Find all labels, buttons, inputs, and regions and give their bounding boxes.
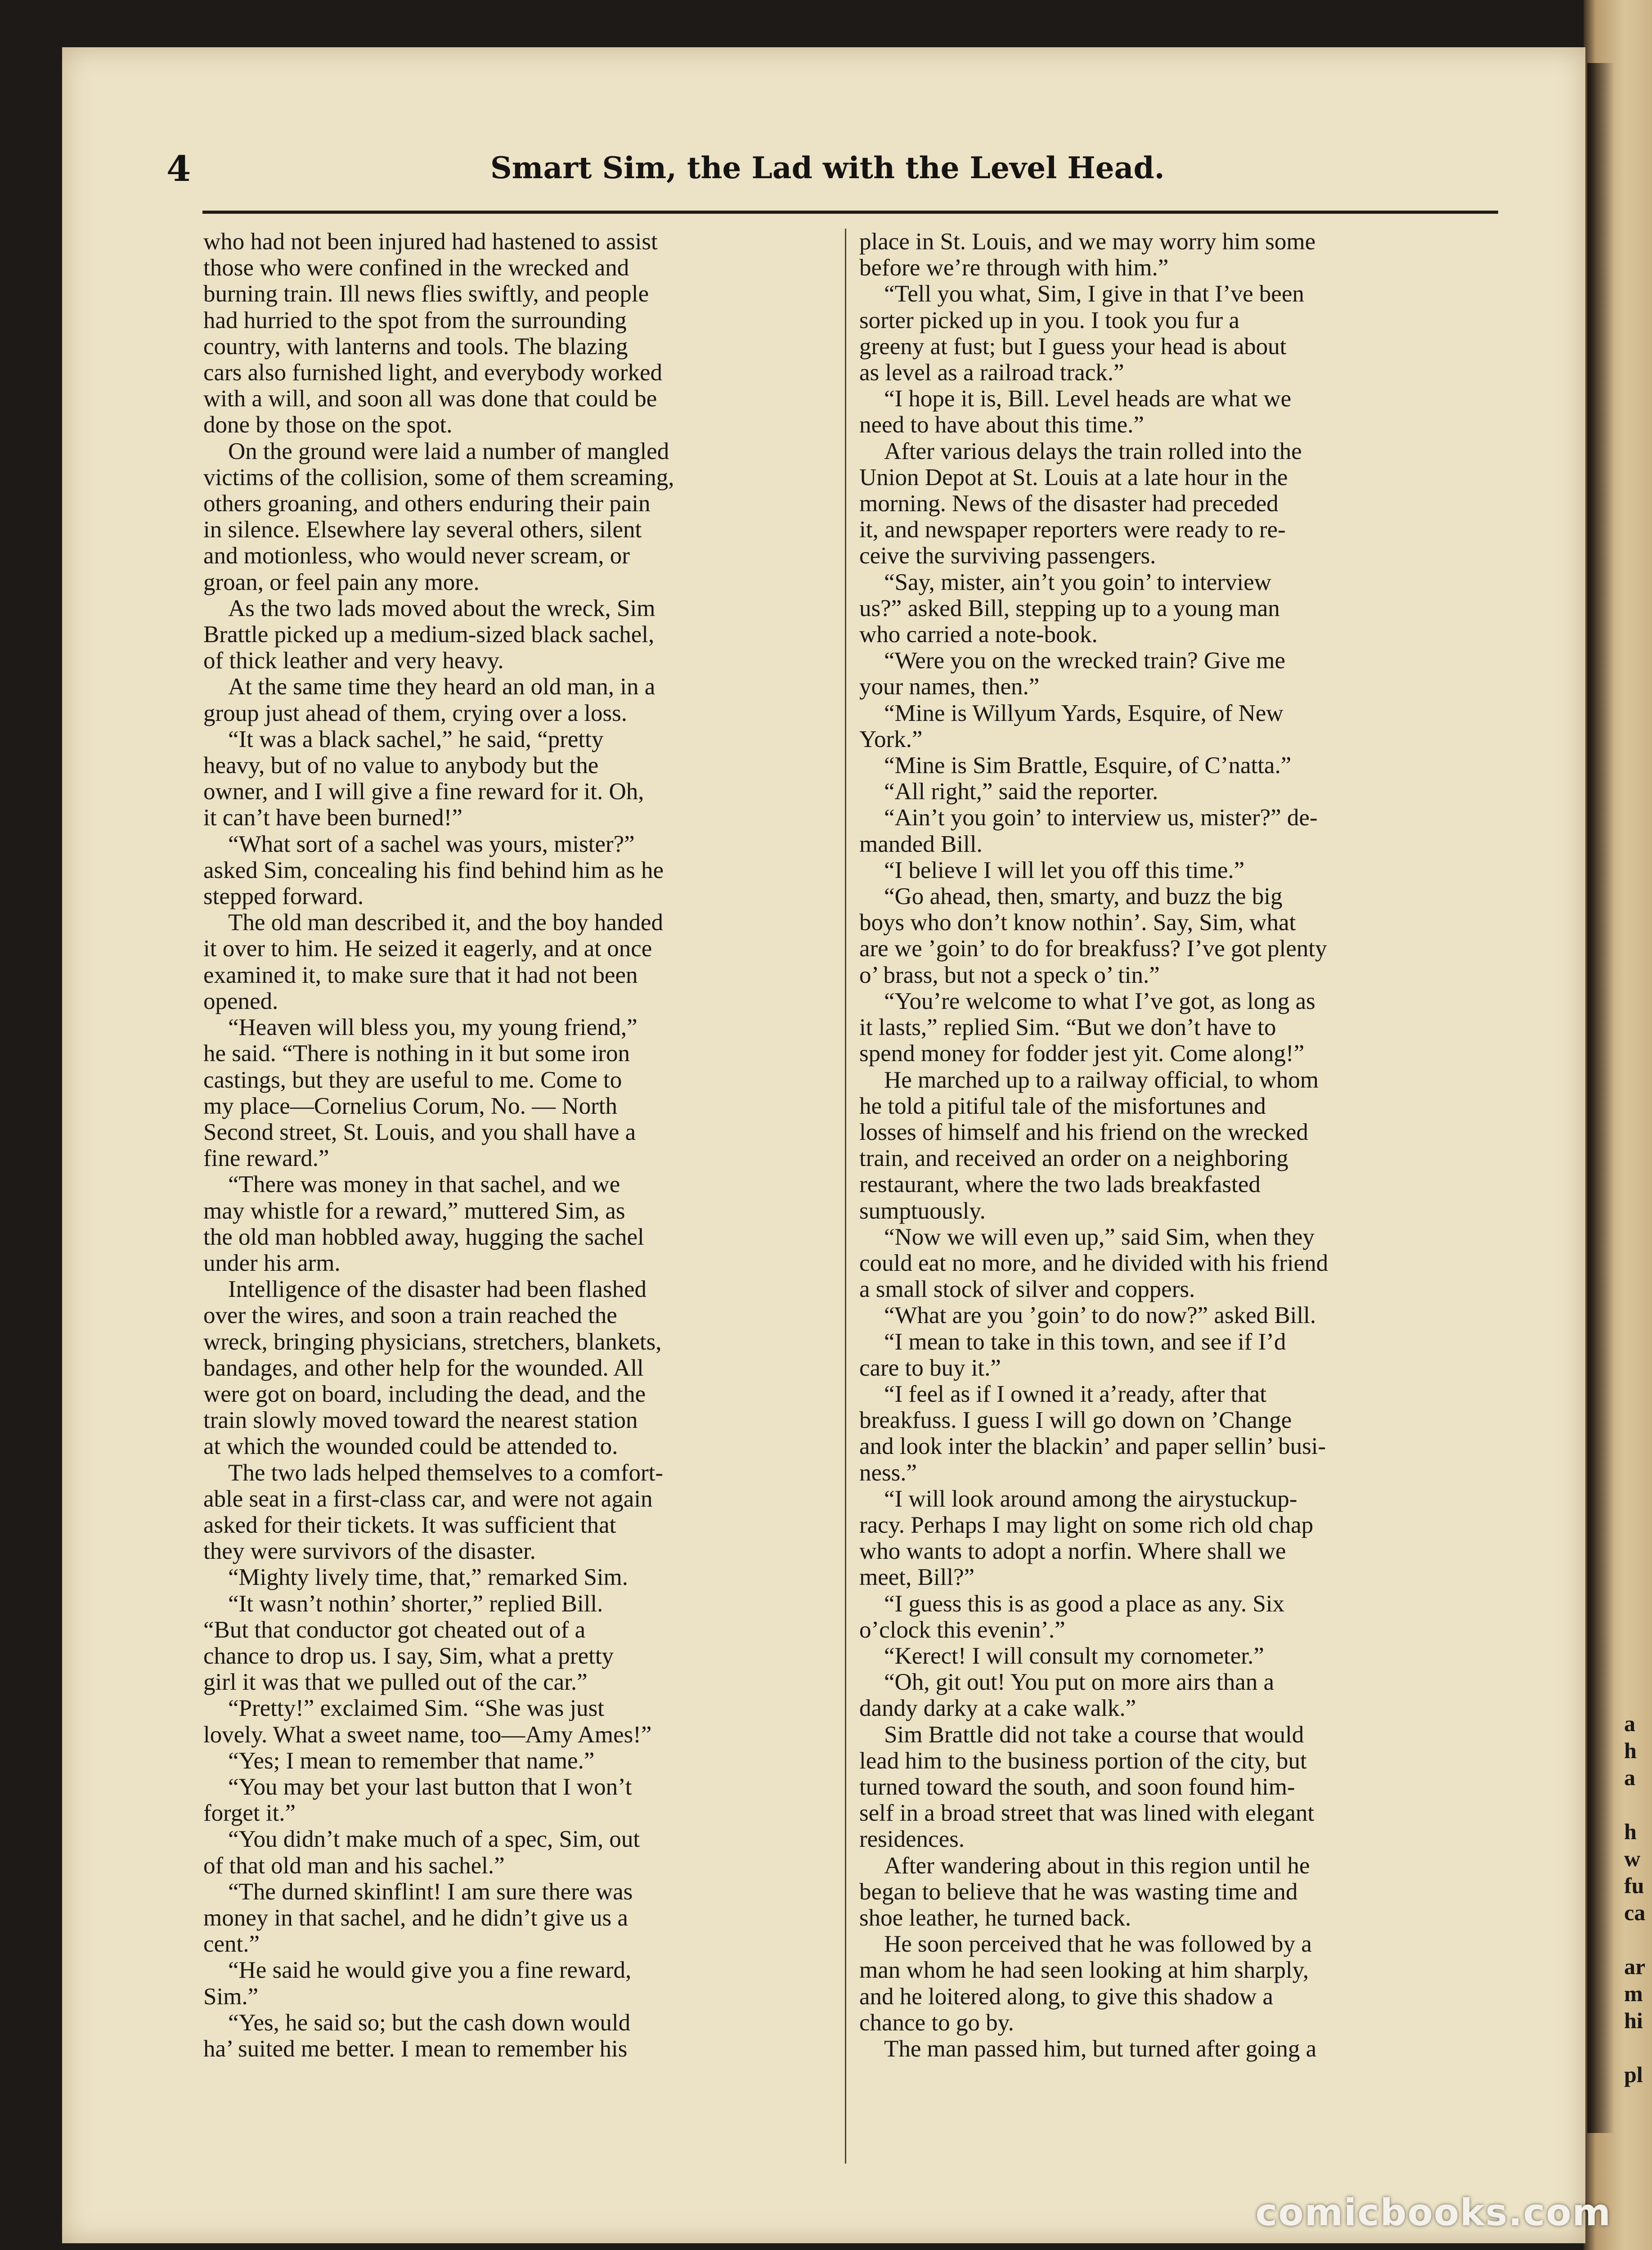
paragraph: “The durned skinflint! I am sure there was money in that sachel, and he didn’t give us a cent.” [203,1878,633,1958]
paragraph: “It was a black sachel,” he said, “pretty heavy, but of no value to anybody but the owner, and I will give a fine reward for it. Oh, it can’t have been burned!” [203,726,644,831]
paragraph: “What sort of a sachel was yours, mister?” asked Sim, concealing his find behind him as he stepped forward. [203,831,664,910]
left-text-column [203,229,831,2182]
paragraph: “I believe I will let you off this time.” [884,857,1245,883]
running-title: Smart Sim, the Lad with the Level Head. [490,150,1165,185]
watermark: comicbooks.com [1255,2192,1612,2234]
paragraph: “Say, mister, ain’t you goin’ to interview us?” asked Bill, stepping up to a young man who carried a note-book. [859,569,1280,648]
paragraph: At the same time they heard an old man, in a group just ahead of them, crying over a loss. [203,674,655,726]
paragraph: The two lads helped themselves to a comfort- able seat in a first-class car, and were not again asked for their tickets. It was sufficient that they were survivors of the disaster. [203,1459,663,1565]
paragraph: “Oh, git out! You put on more airs than a dandy darky at a cake walk.” [859,1669,1275,1722]
paragraph: “Mine is Sim Brattle, Esquire, of C’natta.” [884,752,1292,779]
paragraph: “I hope it is, Bill. Level heads are what we need to have about this time.” [859,386,1292,438]
paragraph: “I feel as if I owned it a’ready, after that breakfuss. I guess I will go down on ’Change and look inter the blackin’ and paper sellin’ busi- ness.” [859,1381,1326,1486]
paragraph: Intelligence of the disaster had been flashed over the wires, and soon a train reached the wreck, bringing physicians, stretchers, blankets, bandages, and other help for the wounded. All were got on board, including the dead, and the train slowly moved toward the nearest station at which the wounded could be attended to. [203,1276,662,1460]
paragraph: “Ain’t you goin’ to interview us, mister?” de- manded Bill. [859,805,1318,857]
page-number: 4 [166,148,191,189]
paragraph: “Go ahead, then, smarty, and buzz the big boys who don’t know nothin’. Say, Sim, what are we ’goin’ to do for breakfuss? I’ve got plenty o’ brass, but not a speck o’ tin.” [859,883,1327,988]
paragraph: “Pretty!” exclaimed Sim. “She was just lovely. What a sweet name, too—Amy Ames!” [203,1695,652,1748]
paragraph: “You didn’t make much of a spec, Sim, out of that old man and his sachel.” [203,1826,640,1879]
header-rule [202,211,1498,214]
paragraph: He soon perceived that he was followed by a man whom he had seen looking at him sharply, and he loitered along, to give this shadow a chance to go by. [859,1931,1312,2036]
paragraph: “It wasn’t nothin’ shorter,” replied Bill. “But that conductor got cheated out of a chance to drop us. I say, Sim, what a pretty girl it was that we pulled out of the car.” [203,1590,614,1696]
paragraph: “What are you ’goin’ to do now?” asked Bill. [884,1302,1316,1329]
right-text-column [859,229,1496,2182]
paragraph: Sim Brattle did not take a course that would lead him to the business portion of the city, but turned toward the south, and soon found him- self in a broad street that was lined with elegant residences. [859,1721,1315,1853]
paragraph: The old man described it, and the boy handed it over to him. He seized it eagerly, and at once examined it, to make sure that it had not been opened. [203,909,663,1014]
paragraph: “I guess this is as good a place as any. Six o’clock this evenin’.” [859,1590,1285,1643]
adjacent-page-text-fragment: a h a h w fu ca ar m hi pl [1624,1711,1646,2087]
paragraph: “I mean to take in this town, and see if I’d care to buy it.” [859,1328,1286,1381]
paragraph: “Were you on the wrecked train? Give me your names, then.” [859,648,1285,700]
paragraph: “There was money in that sachel, and we may whistle for a reward,” muttered Sim, as the old man hobbled away, hugging the sachel under his arm. [203,1171,644,1276]
paragraph: place in St. Louis, and we may worry him some before we’re through with him.” [859,229,1316,281]
paragraph: After wandering about in this region until he began to believe that he was wasting time and shoe leather, he turned back. [859,1852,1310,1931]
paragraph: The man passed him, but turned after going a [884,2036,1317,2062]
paragraph: “Mighty lively time, that,” remarked Sim. [228,1564,628,1591]
page-gutter-shadow [1587,63,1614,2133]
paragraph: who had not been injured had hastened to assist those who were confined in the wrecked and burning train. Ill news flies swiftly, and people had hurried to the spot from the surrounding country, with lanterns and tools. The blazing cars also furnished light, and everybody worked with a will, and soon all was done that could be done by those on the spot. [203,229,662,438]
paragraph: After various delays the train rolled into the Union Depot at St. Louis at a late hour in the morning. News of the disaster had preceded it, and newspaper reporters were ready to re- ceive the surviving passengers. [859,438,1302,569]
paragraph: “All right,” said the reporter. [884,778,1158,805]
paragraph: “Now we will even up,” said Sim, when they could eat no more, and he divided with his friend a small stock of silver and coppers. [859,1224,1329,1303]
paragraph: “Mine is Willyum Yards, Esquire, of New York.” [859,700,1284,752]
paragraph: He marched up to a railway official, to whom he told a pitiful tale of the misfortunes and losses of himself and his friend on the wrecked train, and received an order on a neighboring restaurant, where the two lads breakfasted sumptuously. [859,1066,1319,1224]
paragraph: “You’re welcome to what I’ve got, as long as it lasts,” replied Sim. “But we don’t have to spend money for fodder jest yit. Come along!” [859,988,1315,1067]
column-divider [845,229,846,2164]
paragraph: On the ground were laid a number of mangled victims of the collision, some of them screaming, others groaning, and others enduring their pain in silence. Elsewhere lay several others, silent and motionless, who would never scream, or groan, or feel pain any more. [203,438,674,595]
paragraph: “Heaven will bless you, my young friend,” he said. “There is nothing in it but some iron castings, but they are useful to me. Come to my place—Cornelius Corum, No. — North Second street, St. Louis, and you shall have a fine reward.” [203,1014,637,1172]
paragraph: “I will look around among the airystuckup- racy. Perhaps I may light on some rich old chap who wants to adopt a norfin. Where shall we meet, Bill?” [859,1485,1314,1591]
paragraph: “He said he would give you a fine reward, Sim.” [203,1957,632,2010]
paragraph: “You may bet your last button that I won’t forget it.” [203,1773,632,1827]
paragraph: “Tell you what, Sim, I give in that I’ve been sorter picked up in you. I took you fur a greeny at fust; but I guess your head is about as level as a railroad track.” [859,281,1304,386]
paragraph: “Yes, he said so; but the cash down would ha’ suited me better. I mean to remember his [203,2009,631,2062]
paragraph: “Kerect! I will consult my cornometer.” [884,1642,1264,1669]
paragraph: “Yes; I mean to remember that name.” [228,1747,595,1774]
paragraph: As the two lads moved about the wreck, Sim Brattle picked up a medium-sized black sachel, of thick leather and very heavy. [203,595,655,674]
